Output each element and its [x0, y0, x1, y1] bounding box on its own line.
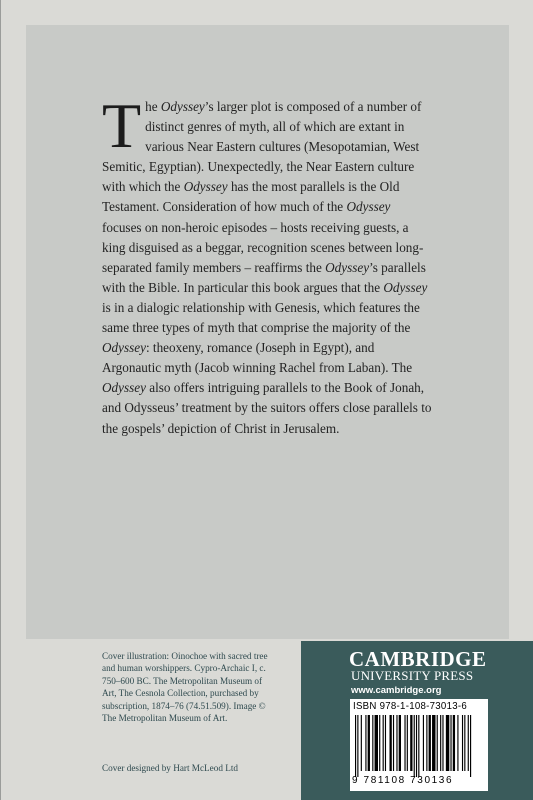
- barcode-bar: [470, 715, 471, 777]
- blurb-italic-title: Odyssey: [160, 99, 205, 114]
- barcode-bar: [468, 715, 469, 771]
- publisher-block: [301, 641, 533, 800]
- barcode-bar: [437, 715, 438, 771]
- barcode-bar: [361, 715, 362, 771]
- publisher-url: www.cambridge.org: [351, 685, 442, 696]
- barcode-bar: [385, 715, 386, 771]
- cover-illustration-credit: Cover illustration: Oinochoe with sacred tree and human worshippers. Cypro-Archaic I, c. 750–600 BC. The Metropolitan Museum of Art, The Cesnola Collection, purchased by subscription, 1874–76 (74.51.509). Image © The Metropolitan Museum of Art.: [102, 651, 268, 724]
- blurb-italic-title: Odyssey: [102, 340, 146, 356]
- barcode-bar: [446, 715, 449, 771]
- barcode-bar: [414, 715, 415, 777]
- barcode-bar: [462, 715, 463, 771]
- barcode-bar: [453, 715, 455, 771]
- barcode-bar: [426, 715, 427, 771]
- barcode-digits: 9 781108 730136: [352, 775, 454, 786]
- blurb-run: has the most parallels is the Old Testament. Consideration of how much of the: [102, 179, 400, 215]
- barcode-bar: [393, 715, 394, 771]
- barcode-bar: [375, 715, 378, 771]
- barcode-bar: [399, 715, 401, 771]
- blurb-run: focuses on non-heroic episodes – hosts receiving guests, a king disguised as a beggar, recognition scenes between long-separated family members – reaffirms the: [102, 219, 424, 275]
- blurb-italic-title: Odyssey: [102, 380, 146, 396]
- barcode-bar: [416, 715, 417, 777]
- barcode-bar: [355, 715, 356, 777]
- barcode-bar: [404, 715, 405, 771]
- barcode-area: [350, 699, 488, 791]
- barcode-bar: [390, 715, 392, 771]
- barcode-bar: [464, 715, 465, 771]
- barcode-bar: [379, 715, 380, 771]
- barcode-bar: [440, 715, 441, 771]
- isbn-label: ISBN 978-1-108-73013-6: [353, 700, 468, 712]
- barcode-bar: [450, 715, 451, 771]
- barcode-bar: [418, 715, 419, 777]
- barcode-bar: [429, 715, 431, 771]
- barcode-bar: [372, 715, 373, 771]
- barcode-bar: [383, 715, 384, 771]
- blurb-run: ’s parallels with the Bible. In particular this book argues that the: [102, 259, 426, 295]
- blurb-run: : theoxeny, romance (Joseph in Egypt), and Argonautic myth (Jacob winning Rachel from Laban). The: [102, 340, 413, 376]
- cover-designer-credit: Cover designed by Hart McLeod Ltd: [102, 763, 238, 773]
- blurb-run: is in a dialogic relationship with Genesis, which features the same three types of myth that comprise the majority of the: [102, 299, 420, 336]
- blurb-italic-title: Odyssey: [346, 199, 391, 215]
- blurb-italic-title: Odyssey: [325, 259, 370, 275]
- publisher-press: UNIVERSITY PRESS: [351, 668, 474, 683]
- barcode-bar: [396, 715, 397, 771]
- barcode-bar: [410, 715, 412, 771]
- barcode-bar: [457, 715, 458, 771]
- barcode-bar: [357, 715, 358, 777]
- blurb-run: also offers intriguing parallels to the Book of Jonah, and Odysseus’ treatment by the suitors offers close parallels to the gospels’ depiction of Christ in Jerusalem.: [102, 380, 432, 436]
- barcode-icon: [353, 715, 485, 777]
- blurb-run: he: [145, 99, 161, 114]
- blurb-italic-title: Odyssey: [383, 279, 428, 295]
- publisher-name: CAMBRIDGE: [349, 647, 487, 671]
- barcode-bar: [407, 715, 408, 771]
- barcode-bar: [365, 715, 366, 771]
- barcode-bar: [368, 715, 370, 771]
- barcode-bar: [432, 715, 435, 771]
- blurb-text: [102, 90, 432, 439]
- blurb-run: ’s larger plot is composed of a number of distinct genres of myth, all of which are extant in various Near Eastern cultures (Mesopotamian, West Semitic, Egyptian). Unexpectedly, the Near Eastern culture with which the: [102, 99, 422, 195]
- barcode-bar: [423, 715, 424, 771]
- drop-cap: T: [102, 90, 142, 161]
- barcode-bar: [442, 715, 443, 771]
- blurb-italic-title: Odyssey: [183, 179, 228, 195]
